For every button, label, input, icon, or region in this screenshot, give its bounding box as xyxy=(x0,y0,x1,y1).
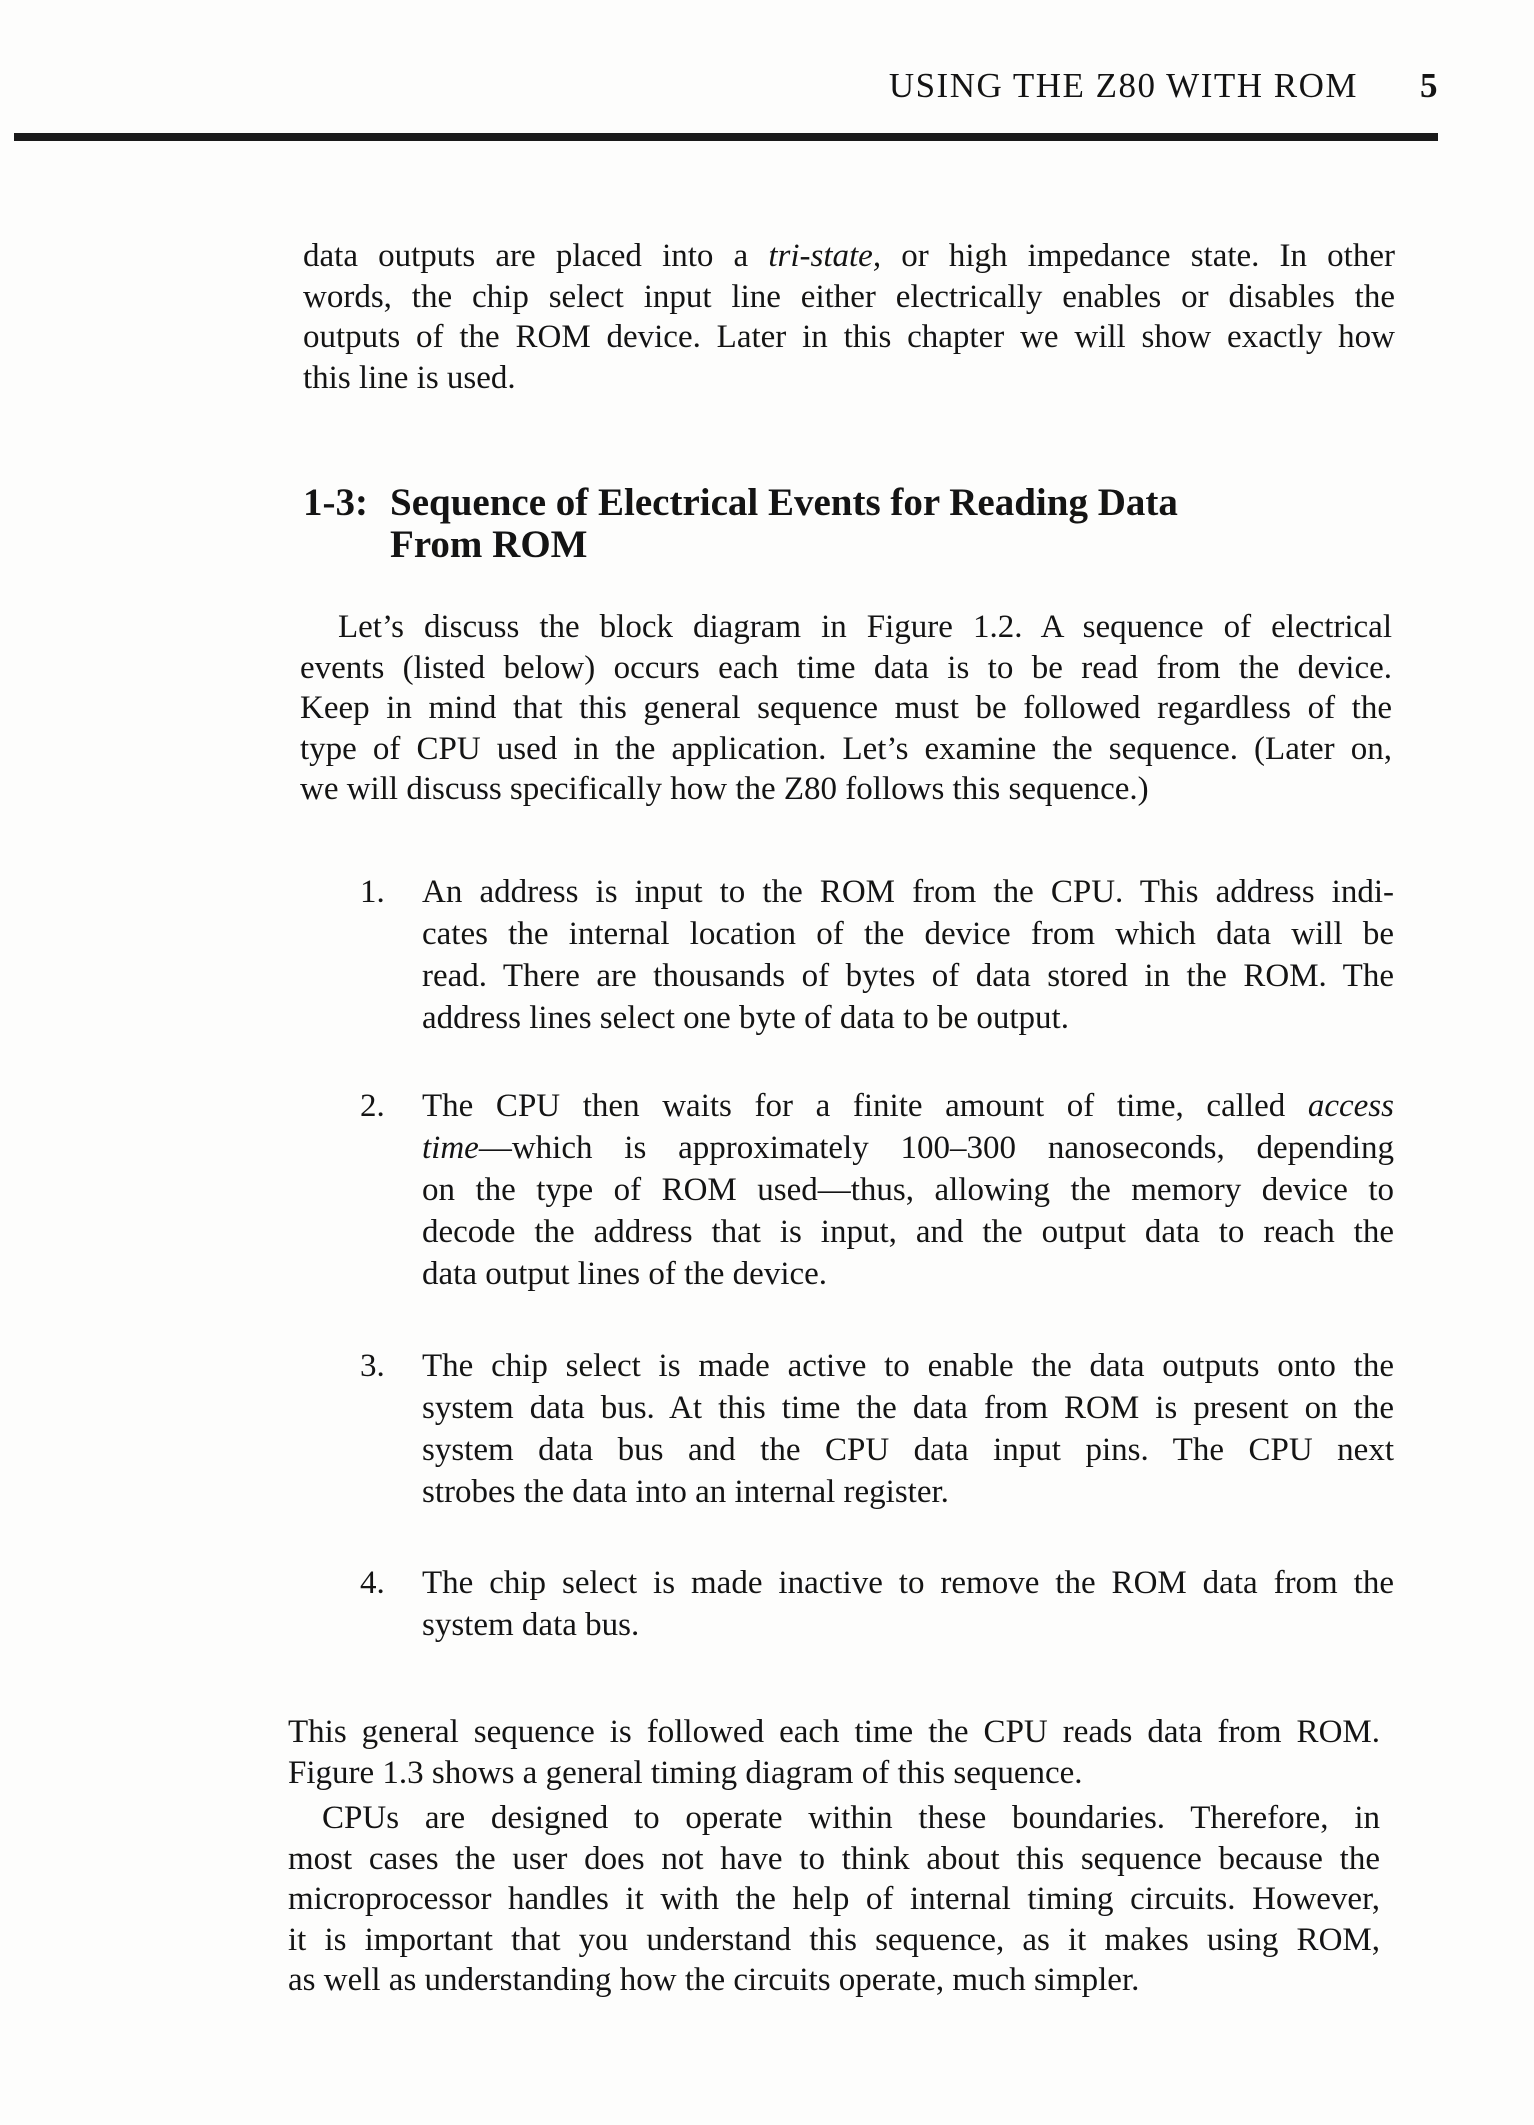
section-title-line-2: From ROM xyxy=(390,523,588,566)
paragraph-line: CPUs are designed to operate within these boundaries. Therefore, in xyxy=(322,1800,1380,1836)
paragraph-line: type of CPU used in the application. Let’s examine the sequence. (Later on, xyxy=(300,730,1392,767)
paragraph-line: on the type of ROM used—thus, allowing the memory device to xyxy=(422,1172,1394,1208)
section-title-line-1: Sequence of Electrical Events for Reading Data xyxy=(390,481,1178,524)
header-rule xyxy=(14,133,1438,141)
paragraph-line: Keep in mind that this general sequence must be followed regardless of the xyxy=(300,690,1392,726)
paragraph-line: time—which is approximately 100–300 nanoseconds, depending xyxy=(422,1130,1394,1166)
paragraph-line: Figure 1.3 shows a general timing diagram of this sequence. xyxy=(288,1754,1083,1791)
paragraph-line: events (listed below) occurs each time data is to be read from the device. xyxy=(300,649,1392,686)
list-item-body xyxy=(422,871,1394,1039)
paragraph-line: system data bus and the CPU data input pins. The CPU next xyxy=(422,1432,1394,1468)
list-item-number: 4. xyxy=(360,1565,385,1601)
paragraph-line: system data bus. xyxy=(422,1607,640,1643)
paragraph-line: we will discuss specifically how the Z80 follows this sequence.) xyxy=(300,771,1149,807)
paragraph-line: data outputs are placed into a tri-state, or high impedance state. In other xyxy=(303,238,1395,274)
paragraph-line: Let’s discuss the block diagram in Figure 1.2. A sequence of electrical xyxy=(338,609,1392,645)
section-heading xyxy=(303,482,1178,566)
emphasis-term: time xyxy=(422,1130,479,1166)
section-number: 1-3: xyxy=(303,481,368,524)
list-item-body xyxy=(422,1562,1394,1646)
summary-paragraph xyxy=(288,1712,1380,1793)
emphasis-term: tri-state, xyxy=(768,238,882,274)
paragraph-line: The CPU then waits for a finite amount of time, called access xyxy=(422,1088,1394,1124)
paragraph-line: system data bus. At this time the data from ROM is present on the xyxy=(422,1390,1394,1426)
paragraph-line: data output lines of the device. xyxy=(422,1256,828,1292)
paragraph-line: outputs of the ROM device. Later in this chapter we will show exactly how xyxy=(303,319,1395,355)
closing-paragraph xyxy=(288,1798,1380,2001)
paragraph-line: read. There are thousands of bytes of data stored in the ROM. The xyxy=(422,958,1394,994)
paragraph-line: this line is used. xyxy=(303,359,516,396)
discussion-paragraph xyxy=(300,607,1392,810)
paragraph-line: most cases the user does not have to think about this sequence because the xyxy=(288,1840,1380,1877)
paragraph-line: address lines select one byte of data to be output. xyxy=(422,1000,1069,1036)
running-header-title: USING THE Z80 WITH ROM xyxy=(888,66,1358,105)
paragraph-line: cates the internal location of the device from which data will be xyxy=(422,916,1394,952)
paragraph-line: decode the address that is input, and the output data to reach the xyxy=(422,1214,1394,1250)
paragraph-line: This general sequence is followed each time the CPU reads data from ROM. xyxy=(288,1714,1380,1750)
paragraph-line: An address is input to the ROM from the CPU. This address indi- xyxy=(422,874,1394,910)
intro-paragraph xyxy=(303,236,1395,398)
list-item-number: 1. xyxy=(360,874,385,910)
running-header xyxy=(889,66,1439,106)
list-item-body xyxy=(422,1345,1394,1513)
paragraph-line: microprocessor handles it with the help of internal timing circuits. However, xyxy=(288,1881,1380,1917)
paragraph-line: strobes the data into an internal register. xyxy=(422,1474,949,1510)
paragraph-line: The chip select is made inactive to remove the ROM data from the xyxy=(422,1565,1394,1601)
emphasis-term: access xyxy=(1307,1088,1394,1124)
list-item-number: 2. xyxy=(360,1088,385,1124)
paragraph-line: it is important that you understand this sequence, as it makes using ROM, xyxy=(288,1921,1380,1958)
list-item-number: 3. xyxy=(360,1348,385,1384)
list-item-body xyxy=(422,1085,1394,1295)
paragraph-line: words, the chip select input line either electrically enables or disables the xyxy=(303,278,1395,315)
paragraph-line: as well as understanding how the circuits operate, much simpler. xyxy=(288,1962,1140,1998)
paragraph-line: The chip select is made active to enable the data outputs onto the xyxy=(422,1348,1394,1384)
page-number: 5 xyxy=(1420,66,1439,105)
